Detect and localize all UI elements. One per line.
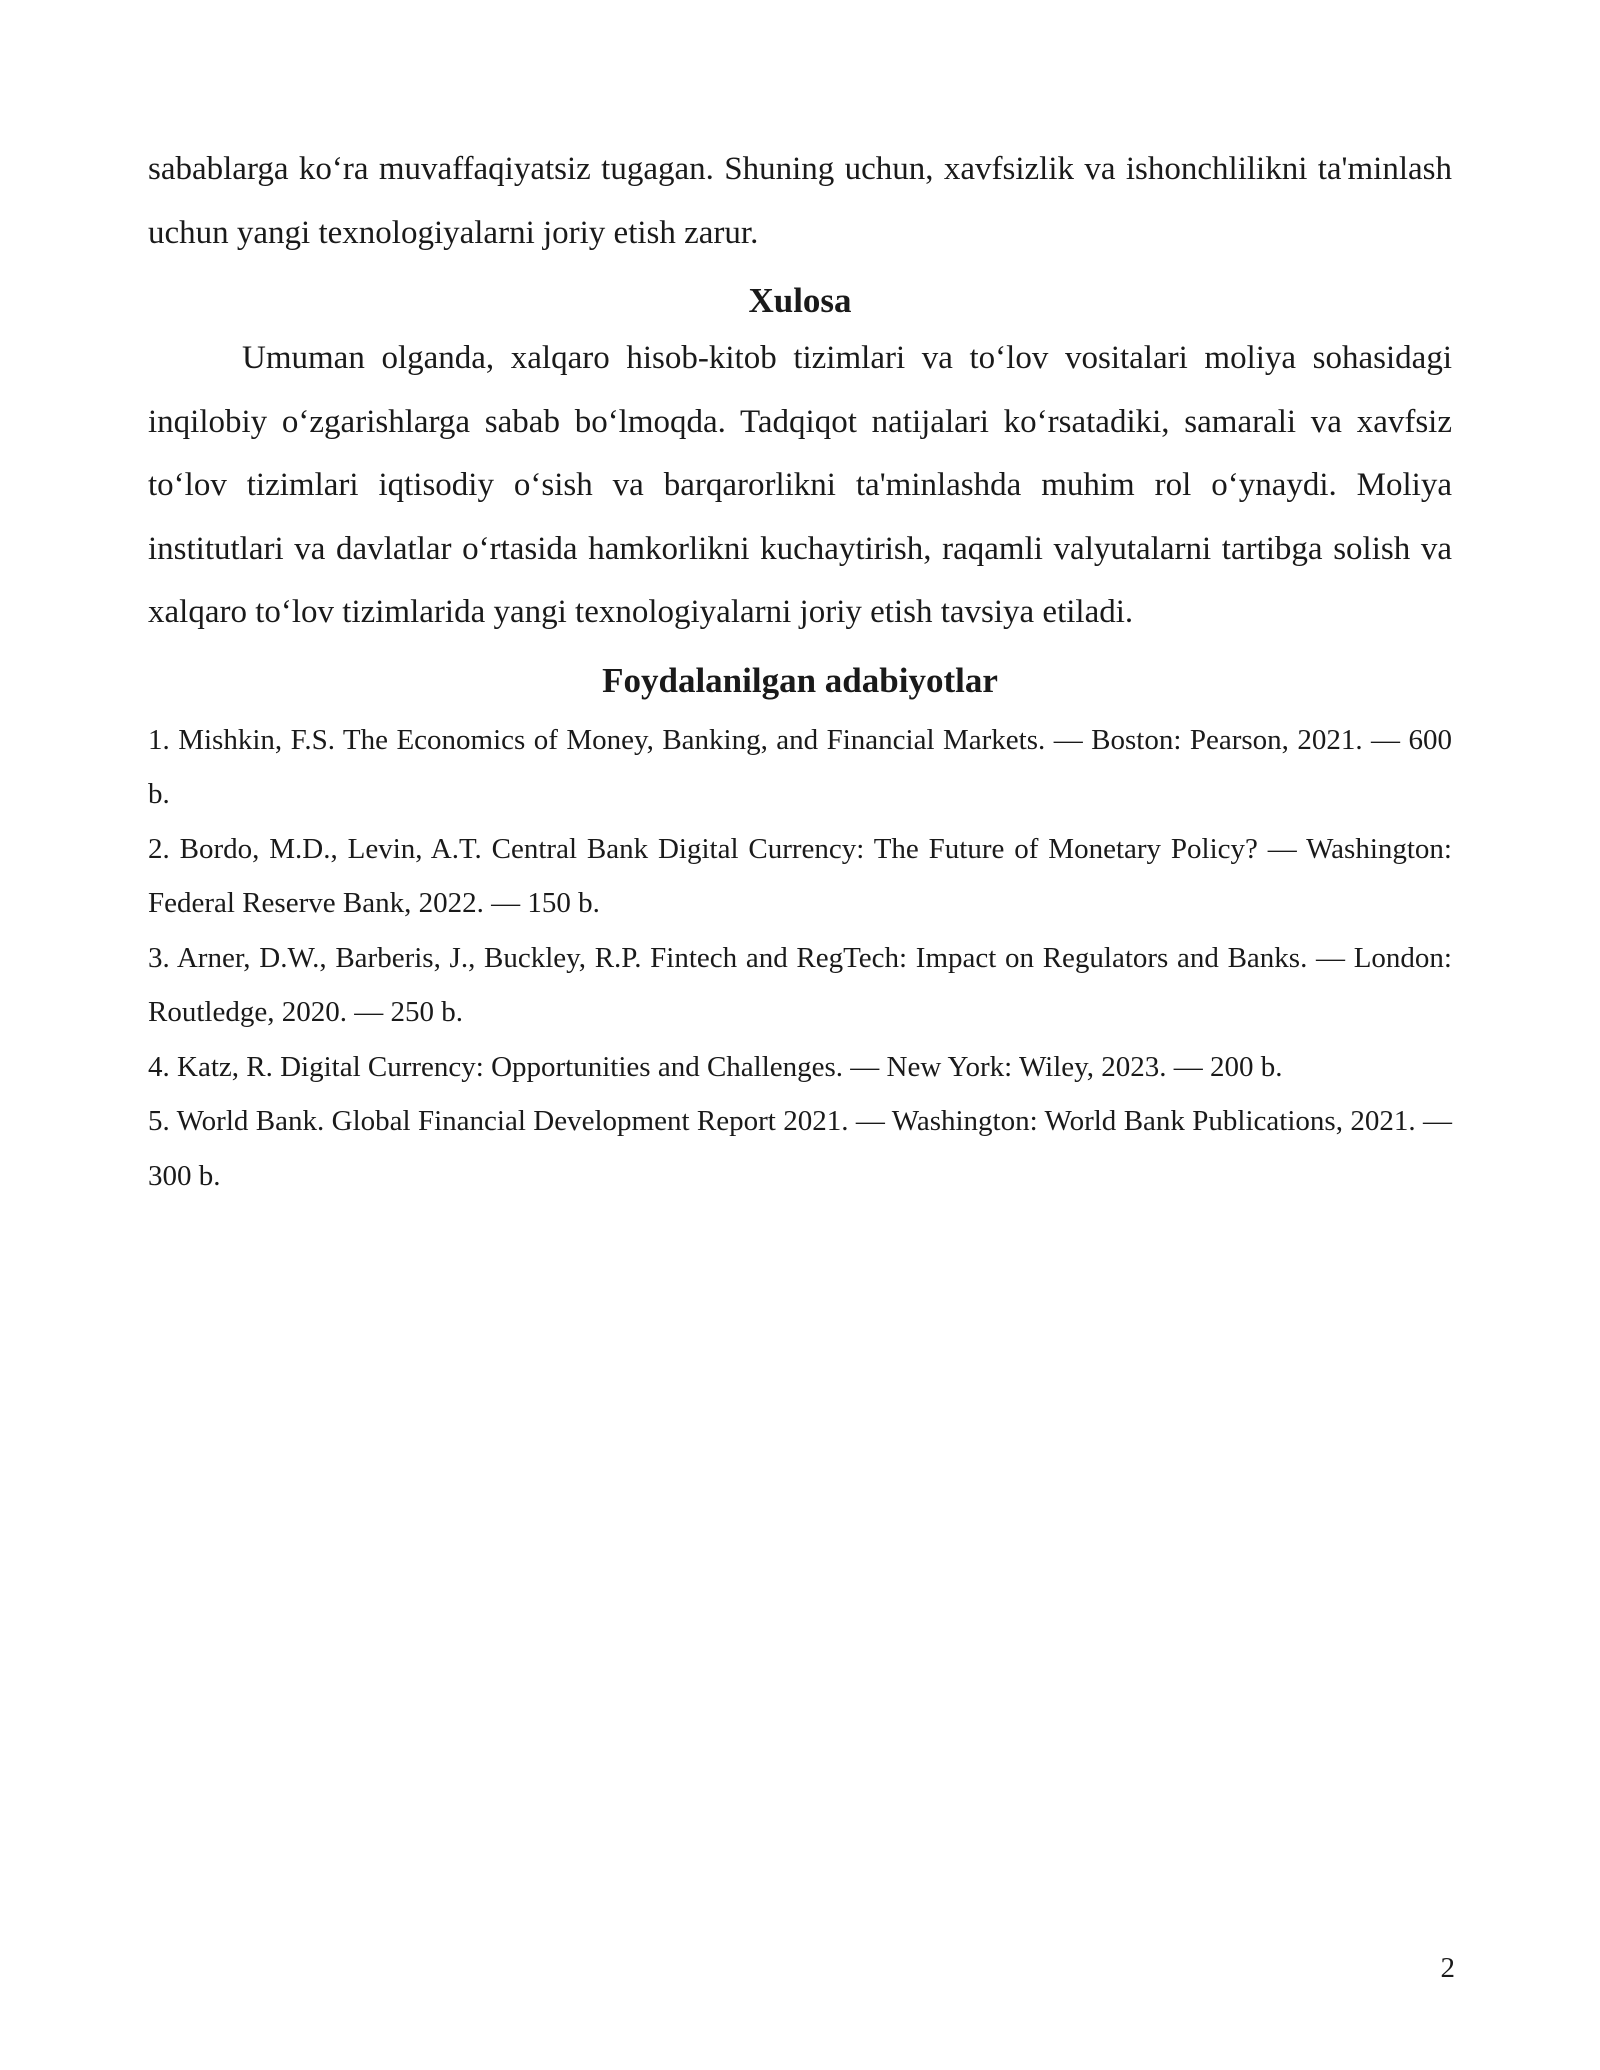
document-page [148, 138, 1452, 1203]
conclusion-paragraph: Umuman olganda, xalqaro hisob-kitob tizimlari va toʻlov vositalari moliya sohasidagi inqilobiy oʻzgarishlarga sabab boʻlmoqda. Tadqiqot natijalari koʻrsatadiki, samarali va xavfsiz toʻlov tizimlari iqtisodiy oʻsish va barqarorlikni ta'minlashda muhim rol oʻynaydi. Moliya institutlari va davlatlar oʻrtasida hamkorlikni kuchaytirish, raqamli valyutalarni tartibga solish va xalqaro toʻlov tizimlarida yangi texnologiyalarni joriy etish tavsiya etiladi. [148, 340, 1452, 630]
reference-item: 2. Bordo, M.D., Levin, A.T. Central Bank Digital Currency: The Future of Monetary Policy? — Washington: Federal Reserve Bank, 2022. — 150 b. [148, 832, 1452, 919]
reference-item: 4. Katz, R. Digital Currency: Opportunities and Challenges. — New York: Wiley, 2023. — 200 b. [148, 1050, 1283, 1083]
conclusion-heading: Xulosa [748, 281, 852, 320]
references-list [148, 713, 1452, 1204]
page-number: 2 [1440, 1952, 1455, 1984]
continuation-paragraph: sabablarga koʻra muvaffaqiyatsiz tugagan. Shuning uchun, xavfsizlik va ishonchlilikni ta'minlash uchun yangi texnologiyalarni joriy etish zarur. [148, 151, 1452, 251]
reference-item: 3. Arner, D.W., Barberis, J., Buckley, R.P. Fintech and RegTech: Impact on Regulators and Banks. — London: Routledge, 2020. — 250 b. [148, 941, 1452, 1028]
references-heading: Foydalanilgan adabiyotlar [602, 660, 998, 700]
reference-item: 5. World Bank. Global Financial Development Report 2021. — Washington: World Bank Publications, 2021. — 300 b. [148, 1105, 1452, 1192]
reference-item: 1. Mishkin, F.S. The Economics of Money, Banking, and Financial Markets. — Boston: Pearson, 2021. — 600 b. [148, 723, 1452, 810]
